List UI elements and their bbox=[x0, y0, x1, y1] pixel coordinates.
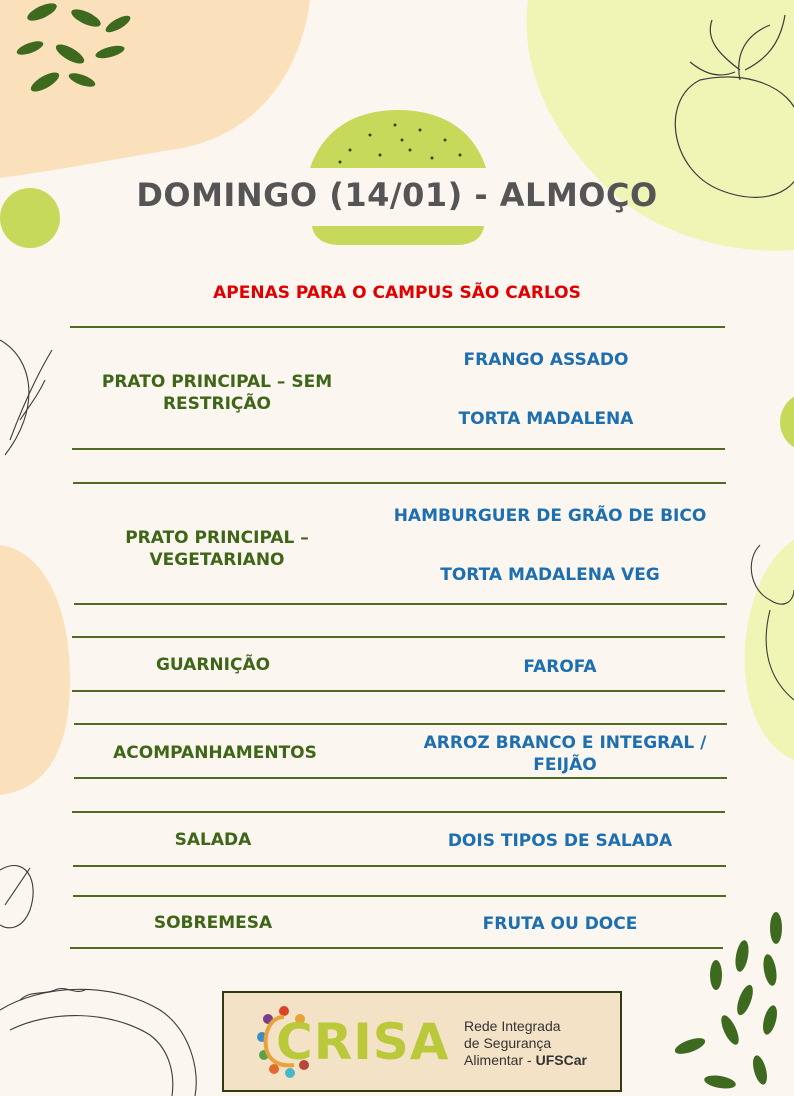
dish-item: FAROFA bbox=[523, 657, 597, 677]
dish-item: ARROZ BRANCO E INTEGRAL / FEIJÃO bbox=[423, 733, 707, 775]
divider bbox=[73, 895, 726, 897]
divider bbox=[73, 482, 726, 484]
page-title: DOMINGO (14/01) - ALMOÇO bbox=[136, 176, 658, 214]
crisa-logo-text: CRISA bbox=[276, 1013, 450, 1071]
category-main-dish: PRATO PRINCIPAL – SEM RESTRIÇÃO bbox=[101, 372, 333, 414]
category-salad: SALADA bbox=[174, 830, 252, 850]
dish-item: FRANGO ASSADO bbox=[463, 350, 629, 370]
dish-item: FRUTA OU DOCE bbox=[482, 914, 638, 934]
divider bbox=[74, 723, 727, 725]
dish-item: HAMBURGUER DE GRÃO DE BICO bbox=[393, 506, 707, 526]
divider bbox=[70, 947, 723, 949]
dish-item: DOIS TIPOS DE SALADA bbox=[447, 831, 673, 851]
logo-line bbox=[464, 1052, 587, 1069]
logo-line: de Segurança bbox=[464, 1035, 552, 1051]
logo-line-prefix: Alimentar - bbox=[464, 1052, 536, 1068]
divider bbox=[72, 636, 725, 638]
dish-item: TORTA MADALENA VEG bbox=[440, 565, 660, 585]
divider bbox=[74, 603, 727, 605]
crisa-description bbox=[464, 1018, 587, 1069]
category-dessert: SOBREMESA bbox=[153, 913, 273, 933]
divider bbox=[72, 690, 725, 692]
divider bbox=[70, 326, 725, 328]
logo-line: Rede Integrada bbox=[464, 1018, 561, 1034]
divider bbox=[72, 811, 725, 813]
logo-line-ufscar: UFSCar bbox=[535, 1052, 587, 1068]
category-vegetarian: PRATO PRINCIPAL – VEGETARIANO bbox=[125, 528, 309, 570]
divider bbox=[74, 777, 727, 779]
campus-notice: APENAS PARA O CAMPUS SÃO CARLOS bbox=[213, 283, 581, 303]
category-side: GUARNIÇÃO bbox=[155, 655, 271, 675]
divider bbox=[73, 865, 726, 867]
category-accompaniments: ACOMPANHAMENTOS bbox=[113, 743, 317, 763]
crisa-logo-box bbox=[222, 991, 622, 1092]
dish-item: TORTA MADALENA bbox=[458, 409, 634, 429]
divider bbox=[72, 448, 725, 450]
